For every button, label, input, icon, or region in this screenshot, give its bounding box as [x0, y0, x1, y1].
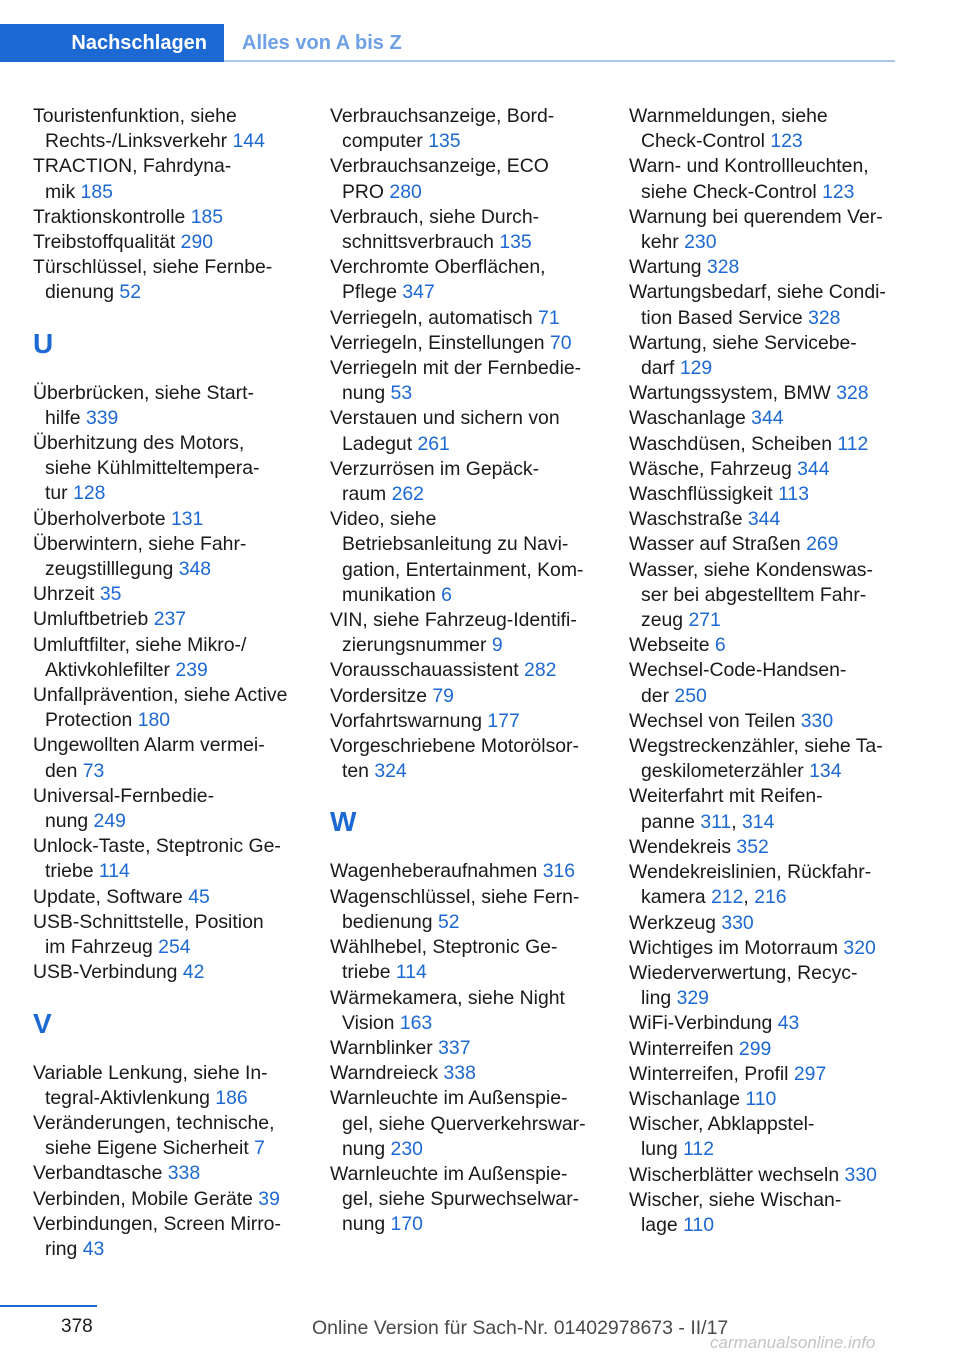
- tab-alles-von-a-bis-z[interactable]: Alles von A bis Z: [242, 31, 402, 54]
- index-term: TRACTION, Fahrdyna-: [33, 155, 232, 178]
- index-entry: [33, 960, 305, 985]
- index-term: Video, siehe: [330, 508, 437, 531]
- index-term: Verriegeln, automatisch: [330, 306, 533, 329]
- page-link[interactable]: 112: [837, 432, 869, 455]
- index-term: Traktionskontrolle: [33, 205, 186, 228]
- index-term: ten: [342, 760, 369, 783]
- page-link[interactable]: 53: [390, 382, 413, 405]
- page-link[interactable]: 52: [119, 281, 141, 304]
- index-entry: [629, 1037, 901, 1062]
- index-term: PRO: [342, 180, 385, 203]
- page-link[interactable]: 330: [800, 709, 834, 732]
- page-link[interactable]: 239: [175, 658, 208, 681]
- page-link[interactable]: 250: [674, 684, 707, 707]
- index-entry: [330, 608, 602, 658]
- page-link[interactable]: 338: [443, 1062, 476, 1085]
- index-term: Warndreieck: [330, 1062, 439, 1085]
- index-entry: [330, 306, 602, 331]
- index-term: Wischer, siehe Wischan-: [629, 1188, 842, 1211]
- page-link[interactable]: 52: [437, 910, 460, 933]
- index-entry: [330, 684, 602, 709]
- index-term: Wäsche, Fahrzeug: [629, 457, 792, 480]
- index-entry: [629, 1163, 901, 1188]
- index-term: Aktivkohlefilter: [45, 658, 171, 681]
- index-entry: [33, 1161, 305, 1186]
- index-term: Wechsel-Code-Handsen-: [629, 659, 847, 682]
- index-term: Waschanlage: [629, 407, 746, 430]
- index-term: gel, siehe Querverkehrswar-: [342, 1112, 586, 1135]
- page-link[interactable]: 135: [499, 231, 532, 254]
- index-entry: [33, 255, 305, 305]
- page-link[interactable]: 330: [844, 1163, 877, 1186]
- index-entry: [629, 457, 901, 482]
- index-term: Ungewollten Alarm vermei-: [33, 734, 265, 757]
- index-entry: [629, 205, 901, 255]
- index-term: Wischerblätter wechseln: [629, 1163, 840, 1186]
- page-link[interactable]: 6: [714, 634, 726, 657]
- index-entry: [33, 1187, 305, 1212]
- index-term: Wartung, siehe Servicebe-: [629, 331, 857, 354]
- index-entry: [629, 1087, 901, 1112]
- index-term: Universal-Fernbedie-: [33, 784, 215, 807]
- index-term: Update, Software: [33, 885, 183, 908]
- page-link[interactable]: 216: [754, 886, 787, 909]
- index-term: Verbrauchsanzeige, Bord-: [330, 105, 555, 127]
- index-entry: [330, 935, 602, 985]
- page-link[interactable]: 180: [137, 709, 171, 732]
- index-term: Umluftfilter, siehe Mikro-/: [33, 633, 247, 656]
- page-link[interactable]: 348: [178, 558, 212, 581]
- page-link[interactable]: 338: [167, 1162, 201, 1185]
- index-term: kehr: [641, 231, 679, 254]
- index-term: zeug: [641, 609, 684, 632]
- index-term: Waschstraße: [629, 508, 743, 531]
- index-entry: [629, 482, 901, 507]
- index-term: geskilometerzähler: [641, 760, 804, 783]
- index-term: Wasser, siehe Kondenswas-: [629, 558, 873, 581]
- index-entry: [33, 582, 305, 607]
- index-entry: [629, 532, 901, 557]
- footer-divider: [0, 1305, 97, 1307]
- index-entry: [629, 432, 901, 457]
- page-link[interactable]: 42: [182, 961, 205, 984]
- index-entry: Wendekreislinien, Rückfahr- kamera 212, 216: [629, 861, 872, 909]
- page-link[interactable]: 320: [843, 936, 876, 959]
- index-entry: [330, 709, 602, 734]
- page-link[interactable]: 110: [745, 1087, 777, 1110]
- index-term: nung: [342, 1137, 386, 1160]
- page-link[interactable]: 9: [491, 634, 503, 657]
- index-term: Vorgeschriebene Motorölsor-: [330, 735, 579, 758]
- index-entry: [629, 1188, 901, 1238]
- index-term: Werkzeug: [629, 911, 716, 934]
- index-term: Treibstoffqualität: [33, 231, 176, 254]
- index-term: Vision: [342, 1011, 395, 1034]
- index-term: Betriebsanleitung zu Navi-: [342, 533, 569, 556]
- index-term: siehe Eigene Sicherheit: [45, 1137, 249, 1160]
- index-term: Wegstreckenzähler, siehe Ta-: [629, 735, 883, 758]
- index-entry: [33, 885, 305, 910]
- index-entry: [629, 507, 901, 532]
- page-link[interactable]: 43: [777, 1012, 800, 1035]
- index-term: Vordersitze: [330, 684, 427, 707]
- index-term: Wartungsbedarf, siehe Condi-: [629, 281, 886, 304]
- index-term: Ladegut: [342, 432, 413, 455]
- index-term: der: [641, 684, 670, 707]
- index-term: Verriegeln, Einstellungen: [330, 331, 545, 354]
- index-term: Warnleuchte im Außenspie-: [330, 1087, 568, 1110]
- index-entry: [629, 381, 901, 406]
- index-term: Verbinden, Mobile Geräte: [33, 1187, 253, 1210]
- index-term: VIN, siehe Fahrzeug-Identifi-: [330, 609, 577, 632]
- index-term: Wendekreis: [629, 835, 732, 858]
- index-term: USB-Verbindung: [33, 961, 178, 984]
- page-link[interactable]: 212: [711, 886, 744, 909]
- index-term: Warnung bei querendem Ver-: [629, 205, 883, 228]
- page-link[interactable]: 237: [153, 608, 187, 631]
- page-link[interactable]: 230: [684, 231, 717, 254]
- index-term: USB-Schnittstelle, Position: [33, 910, 264, 933]
- index-term: Wagenheberaufnahmen: [330, 860, 538, 883]
- index-term: Wichtiges im Motorraum: [629, 936, 839, 959]
- index-entry: [330, 1086, 602, 1162]
- page-link[interactable]: 230: [390, 1137, 423, 1160]
- page-link[interactable]: 314: [742, 810, 775, 833]
- page-link[interactable]: 316: [542, 860, 576, 883]
- page-link[interactable]: 114: [98, 860, 130, 883]
- index-entry: [33, 507, 305, 532]
- page-link[interactable]: 79: [432, 684, 454, 707]
- index-entry: [629, 709, 901, 734]
- index-term: Wartung: [629, 256, 702, 279]
- index-entry: [330, 859, 602, 884]
- index-term: darf: [641, 357, 675, 380]
- index-term: bedienung: [342, 910, 433, 933]
- index-term: Wechsel von Teilen: [629, 709, 796, 732]
- page-link[interactable]: 170: [390, 1213, 423, 1236]
- page-link[interactable]: 134: [809, 760, 842, 783]
- index-term: Webseite: [629, 634, 710, 657]
- index-term: Verriegeln mit der Fernbedie-: [330, 357, 582, 380]
- index-entry: [330, 154, 602, 204]
- page-link[interactable]: 261: [417, 432, 450, 455]
- page-link[interactable]: 352: [736, 835, 769, 858]
- index-entry: [330, 885, 602, 935]
- index-entry: [629, 633, 901, 658]
- index-term: Protection: [45, 709, 133, 732]
- index-term: Unfallprävention, siehe Active: [33, 684, 288, 707]
- online-version-note: Online Version für Sach-Nr. 01402978673 - II/17: [312, 1317, 729, 1339]
- page-link[interactable]: 328: [706, 256, 740, 279]
- index-column-3: [629, 104, 901, 1238]
- page-link[interactable]: 163: [399, 1011, 433, 1034]
- page-link[interactable]: 344: [751, 407, 784, 430]
- page-link[interactable]: 280: [389, 180, 422, 203]
- index-term: Winterreifen: [629, 1037, 734, 1060]
- page-link[interactable]: 35: [99, 583, 122, 606]
- index-term: computer: [342, 130, 423, 153]
- index-term: WiFi-Verbindung: [629, 1012, 773, 1035]
- index-entry: [629, 1011, 901, 1036]
- page-link[interactable]: 282: [524, 659, 557, 682]
- index-entry: [33, 1111, 305, 1161]
- header-divider: [224, 60, 895, 62]
- index-term: Wendekreislinien, Rückfahr-: [629, 861, 872, 884]
- watermark: carmanualsonline.info: [710, 1333, 876, 1352]
- index-entry: [629, 835, 901, 860]
- index-term: Rechts-/Linksverkehr: [45, 130, 228, 153]
- index-term: im Fahrzeug: [45, 936, 153, 959]
- index-term: Waschflüssigkeit: [629, 483, 773, 506]
- index-entry: [33, 607, 305, 632]
- index-entry: [33, 381, 305, 431]
- index-term: tur: [45, 482, 68, 505]
- index-term: munikation: [342, 583, 436, 606]
- index-term: Warnblinker: [330, 1036, 433, 1059]
- page-link[interactable]: 73: [82, 759, 105, 782]
- page-link[interactable]: 129: [679, 357, 713, 380]
- index-entry: [33, 230, 305, 255]
- page-link[interactable]: 7: [254, 1137, 265, 1160]
- index-term: Pflege: [342, 281, 397, 304]
- index-term: Türschlüssel, siehe Fernbe-: [33, 256, 273, 279]
- index-entry: [629, 936, 901, 961]
- index-term: Weiterfahrt mit Reifen-: [629, 785, 823, 808]
- index-entry: [33, 834, 305, 884]
- page-link[interactable]: 45: [188, 885, 210, 908]
- index-term: Verbindungen, Screen Mirro-: [33, 1212, 281, 1235]
- index-entry: [629, 104, 901, 154]
- index-entry: [33, 1061, 305, 1111]
- page-link[interactable]: 185: [190, 205, 224, 228]
- index-term: nung: [45, 810, 89, 833]
- section-letter: V: [33, 1007, 52, 1039]
- page-link[interactable]: 297: [793, 1062, 827, 1085]
- page-link[interactable]: 177: [487, 709, 520, 732]
- index-term: gation, Entertainment, Kom-: [342, 558, 584, 581]
- index-entry: [629, 911, 901, 936]
- index-term: Verbrauchsanzeige, ECO: [330, 155, 549, 178]
- page-link[interactable]: 128: [73, 482, 106, 505]
- index-entry: [629, 658, 901, 708]
- page-link[interactable]: 112: [683, 1138, 714, 1161]
- page-link[interactable]: 254: [158, 936, 191, 959]
- page-link[interactable]: 328: [836, 382, 869, 405]
- index-term: Wärmekamera, siehe Night: [330, 986, 565, 1009]
- index-term: Check-Control: [641, 130, 765, 153]
- index-term: Uhrzeit: [33, 583, 95, 606]
- index-term: Touristenfunktion, siehe: [33, 105, 237, 127]
- index-term: Verbandtasche: [33, 1162, 163, 1185]
- index-term: Wischanlage: [629, 1087, 741, 1110]
- section-letter: W: [330, 806, 357, 838]
- index-entry: [629, 406, 901, 431]
- page-link[interactable]: 135: [428, 130, 461, 153]
- index-term: triebe: [45, 860, 94, 883]
- page-link[interactable]: 186: [215, 1086, 248, 1109]
- page-link[interactable]: 43: [82, 1237, 105, 1260]
- index-term: Verstauen und sichern von: [330, 407, 560, 430]
- page-link[interactable]: 290: [180, 231, 214, 254]
- index-term: Wartungssystem, BMW: [629, 382, 831, 405]
- index-term: gel, siehe Spurwechselwar-: [342, 1188, 580, 1211]
- index-entry: [330, 406, 602, 456]
- page-link[interactable]: 114: [395, 961, 427, 984]
- index-term: siehe Check-Control: [641, 180, 817, 203]
- page-link[interactable]: 344: [747, 508, 781, 531]
- index-term: Warn- und Kontrollleuchten,: [629, 155, 869, 178]
- index-term: tegral-Aktivlenkung: [45, 1086, 210, 1109]
- index-entry: [330, 205, 602, 255]
- index-entry: Weiterfahrt mit Reifen- panne 311, 314: [629, 785, 823, 833]
- index-term: tion Based Service: [641, 306, 803, 329]
- section-letter: U: [33, 327, 54, 359]
- index-entry: [33, 1212, 305, 1262]
- index-term: Variable Lenkung, siehe In-: [33, 1061, 268, 1084]
- index-entry: [33, 154, 305, 204]
- index-entry: [330, 104, 602, 154]
- index-term: Wagenschlüssel, siehe Fern-: [330, 885, 580, 908]
- page-link[interactable]: 337: [438, 1036, 471, 1059]
- index-term: Wählhebel, Steptronic Ge-: [330, 936, 558, 959]
- page-link[interactable]: 185: [80, 180, 113, 203]
- index-term: lung: [641, 1138, 678, 1161]
- index-term: hilfe: [45, 406, 81, 429]
- index-entry: [330, 1036, 602, 1061]
- index-term: nung: [342, 382, 386, 405]
- index-entry: [629, 734, 901, 784]
- page-link[interactable]: 311: [700, 810, 732, 833]
- index-term: Verchromte Oberflächen,: [330, 256, 546, 279]
- page-link[interactable]: 123: [770, 130, 803, 153]
- index-entry: [330, 658, 602, 683]
- page-link[interactable]: 144: [232, 130, 265, 153]
- index-entry: [629, 331, 901, 381]
- index-term: Überwintern, siehe Fahr-: [33, 532, 247, 555]
- index-entry: [330, 507, 602, 608]
- index-entry: [330, 356, 602, 406]
- page-header: [0, 24, 895, 62]
- index-term: zierungsnummer: [342, 634, 487, 657]
- page-link[interactable]: 113: [778, 483, 809, 506]
- index-entry: [33, 733, 305, 783]
- index-entry: [330, 457, 602, 507]
- index-term: Umluftbetrieb: [33, 608, 149, 631]
- index-term: zeugstilllegung: [45, 558, 174, 581]
- index-entry: [330, 734, 602, 784]
- index-entry: [330, 1061, 602, 1086]
- index-term: Wasser auf Straßen: [629, 533, 801, 556]
- index-column-2: [330, 104, 602, 1238]
- page-link[interactable]: 328: [808, 306, 841, 329]
- page-link[interactable]: 262: [391, 483, 424, 506]
- index-entry: [629, 1112, 901, 1162]
- index-entry: [33, 104, 305, 154]
- index-entry: [330, 986, 602, 1036]
- page-link[interactable]: 344: [797, 457, 830, 480]
- index-entry: [33, 633, 305, 683]
- index-entry: [33, 431, 305, 507]
- page-link[interactable]: 347: [402, 281, 435, 304]
- index-term: ling: [641, 987, 672, 1010]
- index-term: Warnleuchte im Außenspie-: [330, 1162, 568, 1185]
- index-entry: [330, 331, 602, 356]
- index-entry: [629, 961, 901, 1011]
- page-link[interactable]: 249: [93, 810, 126, 833]
- page-link[interactable]: 269: [806, 533, 839, 556]
- index-entry: [629, 255, 901, 280]
- page-link[interactable]: 271: [688, 609, 721, 632]
- index-term: lage: [641, 1213, 678, 1236]
- page-link[interactable]: 110: [683, 1213, 714, 1236]
- index-term: Überhitzung des Motors,: [33, 432, 245, 455]
- index-term: ser bei abgestelltem Fahr-: [641, 583, 867, 606]
- index-term: Verbrauch, siehe Durch-: [330, 205, 540, 228]
- index-entry: [629, 154, 901, 204]
- index-term: schnittsverbrauch: [342, 231, 494, 254]
- index-entry: [330, 255, 602, 305]
- index-term: triebe: [342, 961, 391, 984]
- index-term: Warnmeldungen, siehe: [629, 105, 828, 127]
- page-link[interactable]: 39: [258, 1187, 280, 1210]
- index-term: Verzurrösen im Gepäck-: [330, 457, 540, 480]
- page-link[interactable]: 330: [721, 911, 754, 934]
- index-entry: [33, 683, 305, 733]
- index-term: nung: [342, 1213, 386, 1236]
- index-entry: [330, 1162, 602, 1238]
- index-term: Wischer, Abklappstel-: [629, 1113, 815, 1136]
- page-link[interactable]: 324: [374, 760, 407, 783]
- index-term: dienung: [45, 281, 115, 304]
- index-entry: [629, 280, 901, 330]
- index-entry: [33, 910, 305, 960]
- index-entry: [33, 205, 305, 230]
- index-column-1: [33, 104, 305, 1262]
- index-term: Winterreifen, Profil: [629, 1062, 789, 1085]
- page-link[interactable]: 70: [549, 331, 572, 354]
- index-term: ring: [45, 1237, 78, 1260]
- page-link[interactable]: 339: [85, 406, 119, 429]
- index-term: Unlock-Taste, Steptronic Ge-: [33, 835, 281, 858]
- page-link[interactable]: 71: [538, 306, 560, 329]
- index-term: kamera: [641, 886, 706, 909]
- index-term: panne: [641, 810, 695, 833]
- index-term: raum: [342, 483, 387, 506]
- page-link[interactable]: 123: [822, 180, 855, 203]
- index-entry: [629, 558, 901, 634]
- index-term: Vorausschauassistent: [330, 659, 519, 682]
- page-link[interactable]: 329: [676, 987, 709, 1010]
- index-term: den: [45, 759, 78, 782]
- index-term: Vorfahrtswarnung: [330, 709, 482, 732]
- index-term: siehe Kühlmitteltempera-: [45, 457, 260, 480]
- page-link[interactable]: 6: [441, 583, 452, 606]
- index-term: Überholverbote: [33, 507, 166, 530]
- index-term: Veränderungen, technische,: [33, 1111, 275, 1134]
- index-term: Wiederverwertung, Recyc-: [629, 961, 858, 984]
- page-number: 378: [61, 1316, 93, 1337]
- index-term: Überbrücken, siehe Start-: [33, 381, 254, 404]
- index-term: mik: [45, 180, 76, 203]
- page-link[interactable]: 131: [170, 507, 204, 530]
- index-entry: [33, 532, 305, 582]
- index-term: Waschdüsen, Scheiben: [629, 432, 833, 455]
- index-entry: [33, 784, 305, 834]
- tab-nachschlagen[interactable]: Nachschlagen: [0, 24, 224, 62]
- index-entry: [629, 1062, 901, 1087]
- page-link[interactable]: 299: [738, 1037, 772, 1060]
